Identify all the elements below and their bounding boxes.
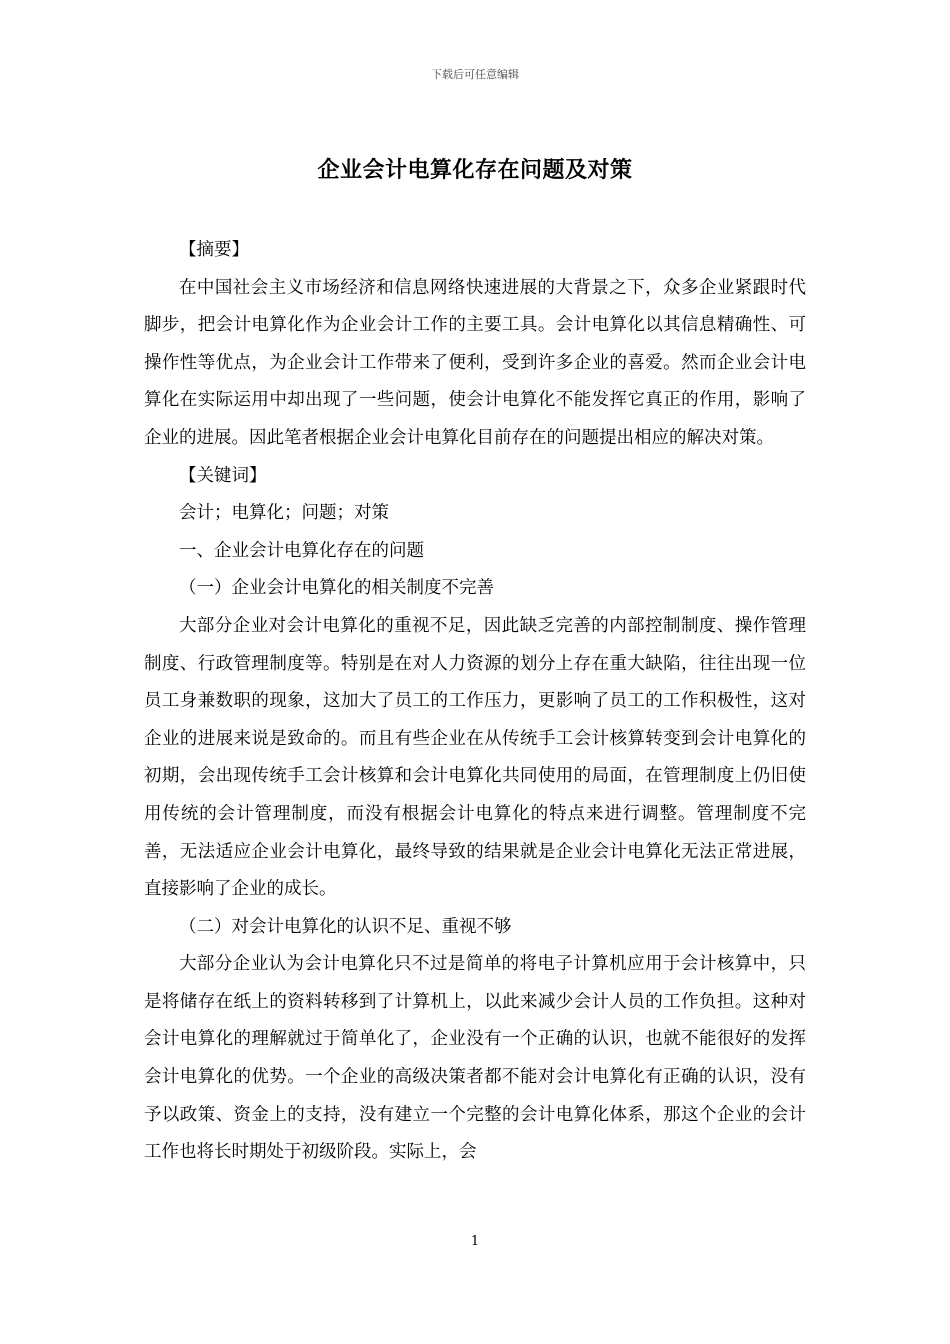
keywords-heading: 【关键词】 bbox=[179, 465, 267, 486]
subsection-heading-2: （二）对会计电算化的认识不足、重视不够 bbox=[179, 916, 512, 937]
body-paragraph-2: 大部分企业认为会计电算化只不过是简单的将电子计算机应用于会计核算中，只是将储存在纸上的资料转移到了计算机上，以此来减少会计人员的工作负担。这种对会计电算化的理解就过于简单化了，企业没有一个正确的认识，也就不能很好的发挥会计电算化的优势。一个企业的高级决策者都不能对会计电算化有正确的认识，没有予以政策、资金上的支持，没有建立一个完整的会计电算化体系，那这个企业的会计工作也将长时期处于初级阶段。实际上，会 bbox=[144, 954, 806, 1163]
abstract-heading: 【摘要】 bbox=[179, 240, 249, 260]
document-title: 企业会计电算化存在问题及对策 bbox=[317, 157, 633, 183]
abstract-paragraph: 在中国社会主义市场经济和信息网络快速进展的大背景之下，众多企业紧跟时代脚步，把会计电算化作为企业会计工作的主要工具。会计电算化以其信息精确性、可操作性等优点，为企业会计工作带来了便利，受到许多企业的喜爱。然而企业会计电算化在实际运用中却出现了一些问题，使会计电算化不能发挥它真正的作用，影响了企业的进展。因此笔者根据企业会计电算化目前存在的问题提出相应的解决对策。 bbox=[144, 277, 806, 448]
page-number: 1 bbox=[470, 1234, 480, 1249]
body-paragraph-1: 大部分企业对会计电算化的重视不足，因此缺乏完善的内部控制制度、操作管理制度、行政管理制度等。特别是在对人力资源的划分上存在重大缺陷，往往出现一位员工身兼数职的现象，这加大了员工的工作压力，更影响了员工的工作积极性，这对企业的进展来说是致命的。而且有些企业在从传统手工会计核算转变到会计电算化的初期，会出现传统手工会计核算和会计电算化共同使用的局面，在管理制度上仍旧使用传统的会计管理制度，而没有根据会计电算化的特点来进行调整。管理制度不完善，无法适应企业会计电算化，最终导致的结果就是企业会计电算化无法正常进展，直接影响了企业的成长。 bbox=[144, 615, 806, 900]
section-heading-1: 一、企业会计电算化存在的问题 bbox=[179, 540, 424, 561]
page-header: 下载后可任意编辑 bbox=[431, 68, 519, 81]
subsection-heading-1: （一）企业会计电算化的相关制度不完善 bbox=[179, 578, 494, 599]
keywords-paragraph: 会计；电算化；问题；对策 bbox=[179, 503, 389, 524]
document-body bbox=[144, 232, 806, 1172]
